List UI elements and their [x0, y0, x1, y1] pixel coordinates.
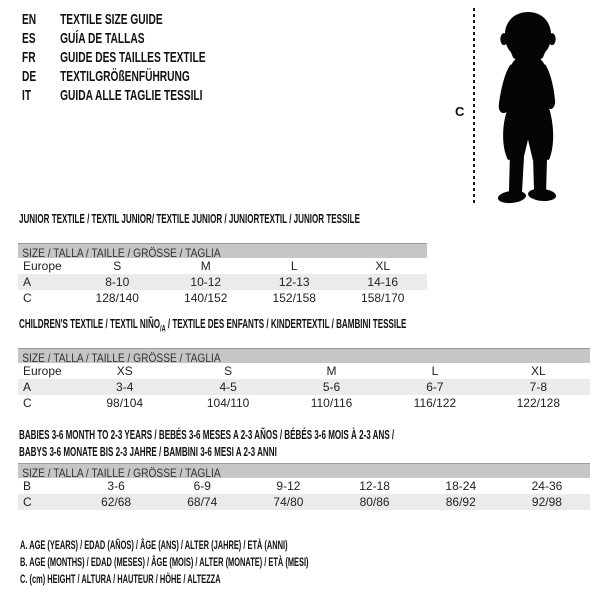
height-cell: 158/170: [361, 291, 405, 305]
age-cell: 9-12: [276, 479, 301, 493]
size-cell: M: [200, 259, 211, 273]
table-row-age: [18, 274, 427, 290]
language-row-fr: [22, 48, 206, 67]
footnote-age-months: B. AGE (MONTHS) / EDAD (MESES) / ÂGE (MOIS) / ALTER (MONATE) / ETÀ (MESI): [20, 555, 309, 569]
age-cell: 4-5: [219, 380, 237, 394]
table-row-height: [18, 494, 590, 510]
age-cell: 10-12: [190, 275, 222, 289]
row-label: A: [23, 275, 32, 289]
age-cell: 12-13: [278, 275, 310, 289]
babies-table-title: [19, 426, 394, 460]
row-label: C: [23, 396, 32, 410]
height-cell: 104/110: [206, 396, 250, 410]
babies-title-line2: BABYS 3-6 MONATE BIS 2-3 JAHRE / BAMBINI 3-6 MESI A 2-3 ANNI: [19, 444, 277, 459]
age-cell: 18-24: [445, 479, 477, 493]
height-cell: 122/128: [516, 396, 561, 410]
row-label: A: [23, 380, 32, 394]
height-cell: 80/86: [359, 495, 390, 509]
age-cell: 6-9: [193, 479, 211, 493]
row-label: Europe: [23, 259, 62, 273]
age-cell: 5-6: [322, 380, 341, 394]
height-cell: 116/122: [413, 396, 457, 410]
children-title-sub: /A: [160, 323, 166, 334]
table-row-europe: [18, 363, 590, 379]
children-table-title: [19, 316, 406, 334]
size-header-bar: [18, 348, 590, 363]
size-header-label: SIZE / TALLA / TAILLE / GRÖSSE / TAGLIA: [22, 466, 221, 478]
row-label: B: [23, 479, 32, 493]
age-cell: 24-36: [531, 479, 563, 493]
table-row-europe: [18, 258, 427, 274]
height-cell: 86/92: [445, 495, 476, 509]
row-label: Europe: [23, 364, 62, 378]
size-cell: S: [113, 259, 122, 273]
size-header-bar: [18, 243, 427, 258]
age-cell: 14-16: [367, 275, 399, 289]
junior-table-title: JUNIOR TEXTILE / TEXTIL JUNIOR/ TEXTILE JUNIOR / JUNIORTEXTIL / JUNIOR TESSILE: [19, 211, 360, 226]
footnote-age-years: A. AGE (YEARS) / EDAD (AÑOS) / ÂGE (ANS) / ALTER (JAHRE) / ETÀ (ANNI): [20, 538, 288, 552]
size-cell: XL: [530, 364, 546, 378]
age-cell: 12-18: [359, 479, 390, 493]
height-cell: 110/116: [310, 396, 353, 410]
language-title: GUIDA ALLE TAGLIE TESSILI: [60, 87, 203, 104]
height-cell: 128/140: [95, 291, 139, 305]
size-cell: L: [290, 259, 298, 273]
height-cell: 68/74: [187, 495, 218, 509]
size-cell: XS: [116, 364, 133, 378]
language-code: FR: [22, 49, 36, 66]
language-code: EN: [22, 11, 37, 28]
height-cell: 74/80: [273, 495, 304, 509]
children-size-table: [18, 348, 590, 411]
height-cell: 98/104: [106, 396, 144, 410]
language-title: GUÍA DE TALLAS: [60, 30, 145, 47]
size-header-label: SIZE / TALLA / TAILLE / GRÖSSE / TAGLIA: [22, 246, 221, 258]
size-cell: L: [431, 364, 439, 378]
language-row-de: [22, 67, 206, 86]
language-title: GUIDE DES TAILLES TEXTILE: [60, 49, 206, 66]
height-cell: 62/68: [101, 495, 132, 509]
language-row-es: [22, 29, 206, 48]
height-cell: 152/158: [272, 291, 316, 305]
language-title: TEXTILGRÖßENFÜHRUNG: [60, 68, 190, 85]
children-title-post: / TEXTILE DES ENFANTS / KINDERTEXTIL / BAMBINI TESSILE: [165, 316, 407, 331]
footnote-height-cm: C. (cm) HEIGHT / ALTURA / HAUTEUR / HÖHE / ALTEZZA: [20, 572, 221, 586]
babies-title-line1: BABIES 3-6 MONTH TO 2-3 YEARS / BEBÉS 3-6 MESES A 2-3 AÑOS / BÉBÉS 3-6 MOIS À 2-3 ANS /: [19, 427, 395, 442]
language-title-list: [22, 10, 292, 105]
table-row-height: [18, 395, 590, 411]
table-row-age: [18, 379, 590, 395]
baby-silhouette-icon: [481, 9, 575, 210]
babies-size-table: [18, 463, 590, 510]
language-title: TEXTILE SIZE GUIDE: [60, 11, 163, 28]
size-cell: S: [224, 364, 233, 378]
footnote-legend: [20, 537, 485, 588]
age-cell: 6-7: [426, 380, 444, 394]
table-row-height: [18, 290, 427, 306]
size-cell: XL: [375, 259, 391, 273]
row-label: C: [23, 291, 32, 305]
size-header-bar: [18, 463, 590, 478]
language-code: DE: [22, 68, 37, 85]
table-row-age-months: [18, 478, 590, 494]
age-cell: 7-8: [529, 380, 547, 394]
height-cell: 140/152: [184, 291, 228, 305]
language-row-en: [22, 10, 206, 29]
height-cell: 92/98: [531, 495, 562, 509]
row-label: C: [23, 495, 32, 509]
junior-size-table: [18, 243, 427, 306]
children-title-pre: CHILDREN'S TEXTILE / TEXTIL NIÑO: [19, 316, 161, 331]
age-cell: 8-10: [105, 275, 130, 289]
language-row-it: [22, 86, 206, 105]
language-code: IT: [22, 87, 32, 104]
age-cell: 3-4: [116, 380, 134, 394]
size-cell: M: [326, 364, 337, 378]
language-code: ES: [22, 30, 36, 47]
height-marker-label: C: [455, 104, 465, 119]
height-measure-dashed-line: [473, 8, 475, 206]
size-header-label: SIZE / TALLA / TAILLE / GRÖSSE / TAGLIA: [22, 351, 221, 363]
age-cell: 3-6: [107, 479, 125, 493]
